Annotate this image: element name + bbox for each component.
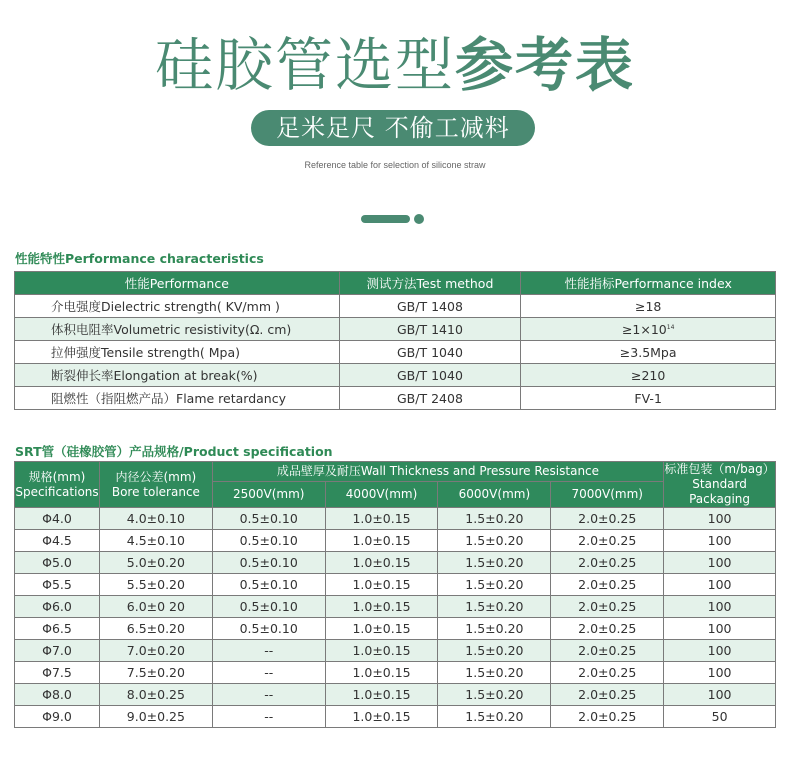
spec-cell: 1.0±0.15 xyxy=(325,618,438,640)
method-cell: GB/T 1410 xyxy=(339,318,521,341)
spec-cell: 1.5±0.20 xyxy=(438,706,551,728)
spec-cell: 2.0±0.25 xyxy=(551,530,664,552)
spec-cell: Φ6.0 xyxy=(15,596,100,618)
spec-cell: 1.5±0.20 xyxy=(438,574,551,596)
spec-cell: 100 xyxy=(664,596,776,618)
spec-cell: 1.5±0.20 xyxy=(438,640,551,662)
spec-cell: 100 xyxy=(664,618,776,640)
spec-cell: 1.5±0.20 xyxy=(438,508,551,530)
spec-cell: 2.0±0.25 xyxy=(551,662,664,684)
column-header: 性能指标Performance index xyxy=(521,272,776,295)
spec-cell: 1.5±0.20 xyxy=(438,552,551,574)
spec-cell: 5.0±0.20 xyxy=(99,552,212,574)
spec-cell: Φ7.5 xyxy=(15,662,100,684)
index-cell: ≥210 xyxy=(521,364,776,387)
decorative-dot xyxy=(414,214,424,224)
method-cell: GB/T 1040 xyxy=(339,364,521,387)
page-title-regular: 硅胶管选型 xyxy=(154,31,455,99)
decorative-bar xyxy=(361,215,410,223)
voltage-column-header: 2500V(mm) xyxy=(212,482,325,508)
property-cell: 断裂伸长率Elongation at break(%) xyxy=(15,364,340,387)
index-cell xyxy=(521,318,776,341)
table-header-row xyxy=(15,462,776,482)
spec-cell: 2.0±0.25 xyxy=(551,574,664,596)
table-row xyxy=(15,341,776,364)
spec-cell: 1.5±0.20 xyxy=(438,618,551,640)
spec-cell: 1.0±0.15 xyxy=(325,662,438,684)
spec-cell: 100 xyxy=(664,574,776,596)
spec-cell: 1.5±0.20 xyxy=(438,596,551,618)
spec-cell: 1.0±0.15 xyxy=(325,706,438,728)
spec-cell: 1.5±0.20 xyxy=(438,684,551,706)
spec-cell: Φ4.0 xyxy=(15,508,100,530)
spec-cell: 2.0±0.25 xyxy=(551,640,664,662)
slogan-pill: 足米足尺 不偷工减料 xyxy=(251,110,535,146)
spec-cell: 9.0±0.25 xyxy=(99,706,212,728)
property-cell: 体积电阻率Volumetric resistivity(Ω. cm) xyxy=(15,318,340,341)
table-row xyxy=(15,618,776,640)
spec-column-header: 规格(mm) Specifications xyxy=(15,462,100,508)
spec-cell: -- xyxy=(212,662,325,684)
table-row xyxy=(15,387,776,410)
spec-cell: 100 xyxy=(664,662,776,684)
spec-cell: 0.5±0.10 xyxy=(212,530,325,552)
spec-cell: 7.5±0.20 xyxy=(99,662,212,684)
spec-cell: 7.0±0.20 xyxy=(99,640,212,662)
spec-cell: 4.0±0.10 xyxy=(99,508,212,530)
spec-cell: 4.5±0.10 xyxy=(99,530,212,552)
page-title xyxy=(0,30,790,100)
index-cell: FV-1 xyxy=(521,387,776,410)
spec-cell: 0.5±0.10 xyxy=(212,574,325,596)
spec-cell: 1.0±0.15 xyxy=(325,530,438,552)
index-cell: ≥18 xyxy=(521,295,776,318)
voltage-column-header: 6000V(mm) xyxy=(438,482,551,508)
spec-cell: 0.5±0.10 xyxy=(212,552,325,574)
spec-cell: Φ6.5 xyxy=(15,618,100,640)
method-cell: GB/T 2408 xyxy=(339,387,521,410)
table-row xyxy=(15,508,776,530)
spec-cell: 1.5±0.20 xyxy=(438,662,551,684)
index-exponent: 14 xyxy=(666,323,675,331)
subtitle: Reference table for selection of silicone straw xyxy=(304,160,486,170)
spec-cell: 100 xyxy=(664,640,776,662)
spec-cell: 1.5±0.20 xyxy=(438,530,551,552)
spec-cell: 2.0±0.25 xyxy=(551,684,664,706)
specification-section-title: SRT管（硅橡胶管）产品规格/Product specification xyxy=(15,444,333,459)
spec-cell: 8.0±0.25 xyxy=(99,684,212,706)
voltage-column-header: 7000V(mm) xyxy=(551,482,664,508)
specification-table xyxy=(14,461,776,728)
property-cell: 阻燃性（指阻燃产品）Flame retardancy xyxy=(15,387,340,410)
voltage-column-header: 4000V(mm) xyxy=(325,482,438,508)
spec-cell: 2.0±0.25 xyxy=(551,706,664,728)
spec-cell: 5.5±0.20 xyxy=(99,574,212,596)
spec-cell: Φ5.0 xyxy=(15,552,100,574)
spec-cell: 1.0±0.15 xyxy=(325,574,438,596)
spec-cell: 100 xyxy=(664,530,776,552)
spec-cell: 50 xyxy=(664,706,776,728)
index-cell: ≥3.5Mpa xyxy=(521,341,776,364)
spec-cell: 100 xyxy=(664,508,776,530)
spec-cell: 6.5±0.20 xyxy=(99,618,212,640)
table-row xyxy=(15,530,776,552)
table-row xyxy=(15,706,776,728)
spec-cell: 1.0±0.15 xyxy=(325,508,438,530)
spec-cell: 1.0±0.15 xyxy=(325,596,438,618)
spec-cell: 2.0±0.25 xyxy=(551,508,664,530)
index-value: ≥1×10 xyxy=(621,321,667,337)
spec-cell: Φ8.0 xyxy=(15,684,100,706)
spec-cell: 0.5±0.10 xyxy=(212,618,325,640)
wall-group-header: 成品壁厚及耐压Wall Thickness and Pressure Resistance xyxy=(212,462,663,482)
spec-cell: 2.0±0.25 xyxy=(551,618,664,640)
spec-cell: 1.0±0.15 xyxy=(325,552,438,574)
spec-cell: 0.5±0.10 xyxy=(212,508,325,530)
table-row xyxy=(15,596,776,618)
spec-cell: -- xyxy=(212,640,325,662)
performance-table xyxy=(14,271,776,410)
spec-cell: Φ7.0 xyxy=(15,640,100,662)
spec-cell: Φ5.5 xyxy=(15,574,100,596)
method-cell: GB/T 1408 xyxy=(339,295,521,318)
column-header: 性能Performance xyxy=(15,272,340,295)
table-row xyxy=(15,318,776,341)
packaging-column-header: 标准包装（m/bag） Standard Packaging xyxy=(664,462,775,506)
spec-cell: Φ9.0 xyxy=(15,706,100,728)
table-row xyxy=(15,295,776,318)
table-header-row xyxy=(15,272,776,295)
spec-cell: 2.0±0.25 xyxy=(551,596,664,618)
method-cell: GB/T 1040 xyxy=(339,341,521,364)
table-row xyxy=(15,662,776,684)
spec-cell: 1.0±0.15 xyxy=(325,684,438,706)
page-title-bold: 参考表 xyxy=(455,31,636,99)
spec-cell: Φ4.5 xyxy=(15,530,100,552)
spec-cell: 0.5±0.10 xyxy=(212,596,325,618)
table-row xyxy=(15,640,776,662)
performance-section-title: 性能特性Performance characteristics xyxy=(15,251,264,266)
spec-cell: -- xyxy=(212,684,325,706)
property-cell: 拉伸强度Tensile strength( Mpa) xyxy=(15,341,340,364)
table-row xyxy=(15,364,776,387)
property-cell: 介电强度Dielectric strength( KV/mm ) xyxy=(15,295,340,318)
column-header: 测试方法Test method xyxy=(339,272,521,295)
spec-cell: -- xyxy=(212,706,325,728)
bore-column-header: 内径公差(mm) Bore tolerance xyxy=(99,462,212,508)
spec-cell: 1.0±0.15 xyxy=(325,640,438,662)
spec-cell: 6.0±0 20 xyxy=(99,596,212,618)
table-row xyxy=(15,552,776,574)
spec-cell: 2.0±0.25 xyxy=(551,552,664,574)
table-row xyxy=(15,574,776,596)
spec-cell: 100 xyxy=(664,684,776,706)
spec-cell: 100 xyxy=(664,552,776,574)
table-row xyxy=(15,684,776,706)
